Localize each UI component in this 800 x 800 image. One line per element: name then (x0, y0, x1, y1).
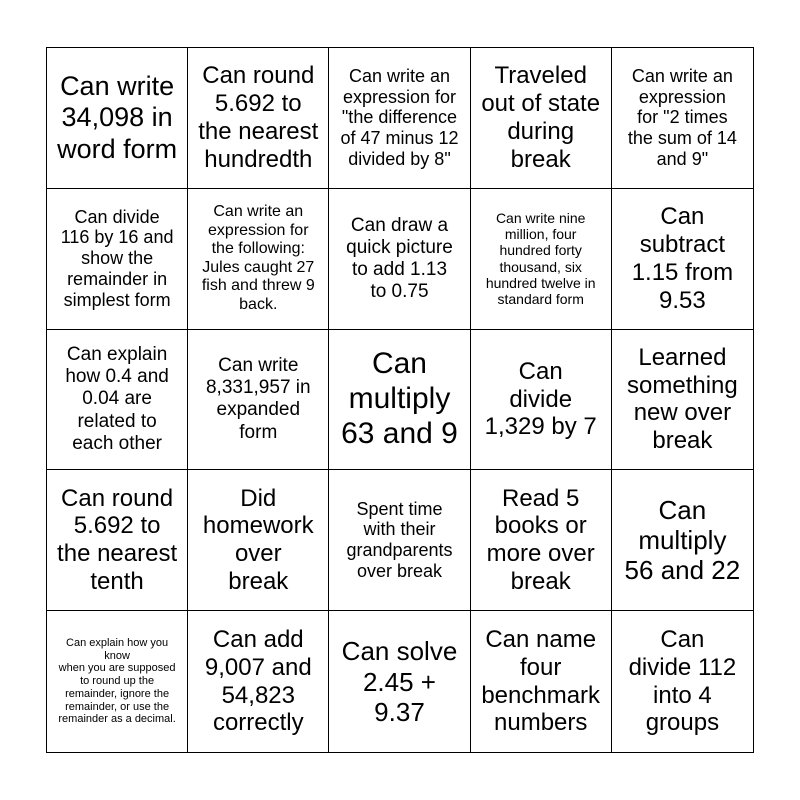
bingo-cell-r4-c2[interactable]: Did homework over break (188, 470, 329, 611)
bingo-cell-r5-c3[interactable]: Can solve 2.45 + 9.37 (329, 611, 470, 752)
bingo-cell-r1-c3[interactable]: Can write an expression for "the difference of 47 minus 12 divided by 8" (329, 48, 470, 189)
bingo-cell-r4-c4[interactable]: Read 5 books or more over break (471, 470, 612, 611)
bingo-cell-r5-c2[interactable]: Can add 9,007 and 54,823 correctly (188, 611, 329, 752)
bingo-cell-r4-c1[interactable]: Can round 5.692 to the nearest tenth (47, 470, 188, 611)
bingo-cell-r3-c4[interactable]: Can divide 1,329 by 7 (471, 330, 612, 471)
bingo-cell-r1-c5[interactable]: Can write an expression for "2 times the sum of 14 and 9" (612, 48, 753, 189)
bingo-cell-r1-c2[interactable]: Can round 5.692 to the nearest hundredth (188, 48, 329, 189)
bingo-cell-r1-c1[interactable]: Can write 34,098 in word form (47, 48, 188, 189)
bingo-board (46, 47, 754, 753)
bingo-cell-r2-c4[interactable]: Can write nine million, four hundred forty thousand, six hundred twelve in standard form (471, 189, 612, 330)
bingo-cell-r3-c2[interactable]: Can write 8,331,957 in expanded form (188, 330, 329, 471)
bingo-cell-r4-c3[interactable]: Spent time with their grandparents over break (329, 470, 470, 611)
bingo-cell-r2-c3[interactable]: Can draw a quick picture to add 1.13 to 0.75 (329, 189, 470, 330)
bingo-cell-r2-c1[interactable]: Can divide 116 by 16 and show the remainder in simplest form (47, 189, 188, 330)
bingo-cell-r5-c1[interactable]: Can explain how you know when you are supposed to round up the remainder, ignore the remainder, or use the remainder as a decimal. (47, 611, 188, 752)
bingo-cell-r1-c4[interactable]: Traveled out of state during break (471, 48, 612, 189)
bingo-cell-r3-c3[interactable]: Can multiply 63 and 9 (329, 330, 470, 471)
bingo-cell-r3-c1[interactable]: Can explain how 0.4 and 0.04 are related to each other (47, 330, 188, 471)
bingo-cell-r3-c5[interactable]: Learned something new over break (612, 330, 753, 471)
bingo-cell-r4-c5[interactable]: Can multiply 56 and 22 (612, 470, 753, 611)
bingo-cell-r5-c5[interactable]: Can divide 112 into 4 groups (628, 625, 737, 737)
bingo-cell-r5-c4[interactable]: Can name four benchmark numbers (471, 611, 612, 752)
bingo-cell-r2-c5[interactable]: Can subtract 1.15 from 9.53 (612, 189, 753, 330)
bingo-cell-r2-c2[interactable]: Can write an expression for the following: Jules caught 27 fish and threw 9 back. (188, 189, 329, 330)
